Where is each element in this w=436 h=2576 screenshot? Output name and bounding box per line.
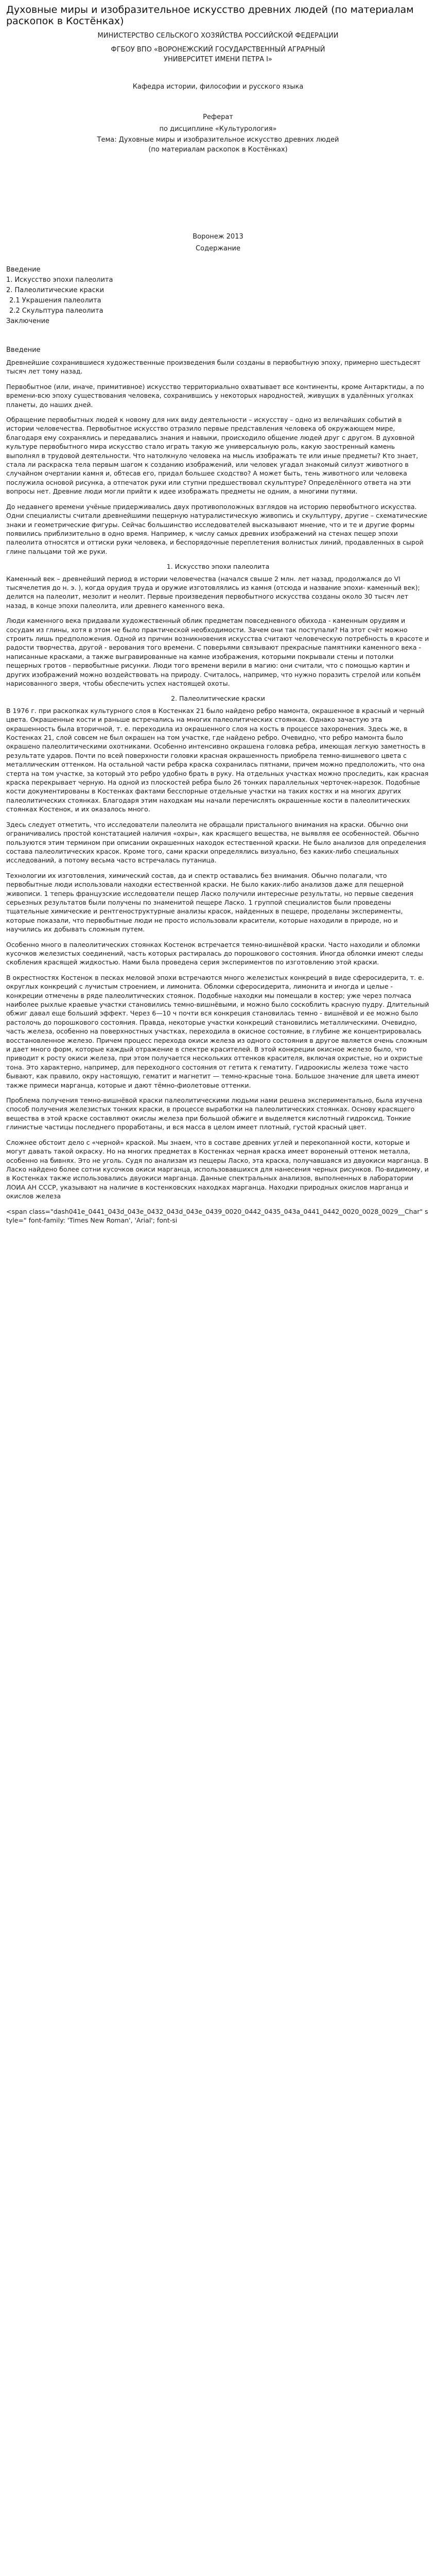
toc-item: 2.2 Скульптура палеолита bbox=[9, 307, 103, 315]
paragraph: В 1976 г. при раскопках культурного слоя в Костенках 21 было найдено ребро мамонта, окрашенное в красный и черный цвета. Окрашенные кости и раньше встречались на многих палеолитических стоянках. Однако зачастую эта окрашенность была вторичной, т. е. переходила из окрашенного слоя на кость в процессе захоронения. Здесь же, в Костенках 21, слой совсем не был окрашен на том участке, где найдено ребро. Очевидно, что ребро мамонта было окрашено палеолитическими охотниками. Особенно интенсивно окрашена головка ребра, имеющая легкую заметность в результате ударов. Почти по всей поверхности головки красная окрашенность приобрела темно-вишневого цвета с металлическим оттенком. На остальной части ребра краска сохранилась пятнами, причем можно предположить, что она стерта на том участке, за который это ребро удобно брать в руку. На отдельных участках можно проследить, как красная краска перекрывает черную. На одной из плоскостей ребра было 26 тонких параллельных черточек-нарезок. Подобные кости документированы в Костенках фактами бесспорные отдельные участки на таких костях и на многих других палеолитических стоянках. Благодаря этим находкам мы начали перечислять окрашенные кости в палеолитических стоянках Костенок, и их оказалось много. bbox=[6, 706, 429, 814]
paragraph: Первобытное (или, иначе, примитивное) искусство территориально охватывает все континенты, кроме Антарктиды, а по времени-всю эпоху существования человека, сохранившись у некоторых народностей, живущих в удалённых уголках планеты, до наших дней. bbox=[6, 382, 424, 409]
section-heading: 1. Искусство эпохи палеолита bbox=[166, 563, 270, 571]
toc-item: 2.1 Украшения палеолита bbox=[9, 297, 101, 304]
paragraph: Сложнее обстоит дело с «черной» краской. Мы знаем, что в составе древних углей и перекопанной кости, которые и могут давать такой окраску. Но на многих предметах в Костенках черная краска имеет вороненый оттенок металла, особенно на бивнях. Это не уголь. Судя по анализам из пещеры Ласко, эта краска, получавшаяся из двуокиси марганца. В Ласко найдено более сотни кусочков окиси марганца, использовавшихся для нанесения черных рисунков. По-видимому, и в Костенках также использовались двуокиси марганца. Данные спектральных анализов, выполненных в лаборатории ЛОИА АН СССР, указывают на наличие в костенковских находках марганца. Находки природных окислов марганца и окислов железа bbox=[6, 1138, 429, 1200]
raw-markup-fragment: <span class="dash041e_0441_043d_043e_0432_043d_043e_0439_0020_0442_0435_043a_0441_0442_0020_0028_0029__Char" style=" font-family: 'Times New Roman', 'Arial'; font-si bbox=[6, 1207, 428, 1224]
department-line: Кафедра истории, философии и русского языка bbox=[132, 83, 304, 91]
page-title: Духовные миры и изобразительное искусство древних людей (по материалам раскопок в Костёнках) bbox=[6, 4, 414, 27]
paragraph: До недавнего времени учёные придерживались двух противоположных взглядов на историю первобытного искусства. Одни специалисты считали древнейшими пещерную натуралистическую живопись и скульптуру, другие – схематические знаки и геометрические фигуры. Сейчас большинство исследователей высказывают мнение, что и те и другие формы появились приблизительно в одно время. Например, к числу самых древних изображений на стенах пещер эпохи палеолита относятся и оттиски руки человека, и беспорядочные переплетения волнистых линий, продавленных в сырой глине пальцами той же руки. bbox=[6, 502, 427, 555]
paragraph: Каменный век – древнейший период в истории человечества (начался свыше 2 млн. лет назад, продолжался до VI тысячелетия до н. э. ), когда орудия труда и оружие изготовлялись из камня (отсюда и название эпохи- каменный век); делится на палеолит, мезолит и неолит. Первые произведения первобытного искусства созданы около 30 тысяч лет назад, в конце эпохи палеолита, или древнего каменного века. bbox=[6, 574, 420, 609]
toc-item: Заключение bbox=[6, 317, 50, 325]
document-page bbox=[0, 0, 436, 1234]
intro-heading: Введение bbox=[6, 346, 41, 354]
section-heading: 2. Палеолитические краски bbox=[171, 694, 265, 703]
contents-label: Содержание bbox=[196, 245, 240, 252]
paragraph: Технологии их изготовления, химический состав, да и спектр оставались без внимания. Обычно полагали, что первобытные люди использовали находки естественной краски. Не было каких-либо анализов даже для пещерной живописи. 1 теперь французские исследователи пещер Ласко получили интересные результаты, но первые сведения серьезных результатов были получены по знаменитой пещере Ласко. 1 группой специалистов были проведены тщательные химические и рентгеноструктурные анализы красок, найденных в пещере, проделаны эксперименты, которые показали, что первобытные люди не просто использовали красители, которые находили в природе, но и научились их добывать сложным путем. bbox=[6, 871, 414, 934]
work-type-label: Реферат bbox=[203, 113, 233, 121]
titlepage-ministry bbox=[6, 31, 430, 64]
city-year-line: Воронеж 2013 bbox=[193, 233, 243, 241]
topic-line: Тема: Духовные миры и изобразительное искусство древних людей (по материалам раскопок в Костёнках) bbox=[97, 136, 339, 154]
paragraph: Проблема получения темно-вишнёвой краски палеолитическими людьми нами решена экспериментально, была изучена способ получения железистых тонких краски, в процессе выработки на палеолитических стоянках. Основу красящего вещества в этой краске составляют окислы железа при большой обжиге и выделяется кислотный гидроксид. Тонкие глинистые частицы последнего проработаны, и вся масса в целом имеет плотный, густой красный цвет. bbox=[6, 1096, 423, 1131]
toc-item: 1. Искусство эпохи палеолита bbox=[6, 276, 113, 284]
paragraph: В окрестностях Костенок в песках меловой эпохи встречаются много железистых конкреций в виде сферосидерита, т. е. округлых конкреций с лучистым строением, и лимонита. Обломки сферосидерита, лимонита и иногда и целые - конкреции отмечены в ряде палеолитических стоянок. Подобные находки мы помещали в костер; уже через полчаса наиболее рыхлые краевые участки становились темно-вишнёвыми, и можно было соскоблить красную пудру. Длительный обжиг давал еще больший эффект. Через 6—10 ч почти вся конкреция становилась темно - вишнёвой и ее можно было растолочь до порошкового состояния. Правда, некоторые участки конкреций становились металлическими. Очевидно, часть железа, особенно на поверхностных участках, переходила в окисное состояние, в глубине же концентрировалась восстановленное железо. Причем процесс перехода окиси железа из одного состояния в другое является очень сложным и дает много форм, которые каждый отражение в спектре красителей. В этой конкреции окисное железо было, что приводит к росту окиси железа, при этом получается нескольких оттенков красителя, включая охристые, но и охристые тона. Это характерно, например, для переходного состояния от гетита к гематиту. Гидроокислы железа тоже часто бывают, как правило, окру настоящую, гематит и магнетит — темно-красные тона. Большое значение для цвета имеют также примеси марганца, которые и дают тёмно-фиолетовые оттенки. bbox=[6, 973, 429, 1089]
university-line: ФГБОУ ВПО «ВОРОНЕЖСКИЙ ГОСУДАРСТВЕННЫЙ АГРАРНЫЙ УНИВЕРСИТЕТ ИМЕНИ ПЕТРА I» bbox=[111, 46, 325, 63]
ministry-line: МИНИСТЕРСТВО СЕЛЬСКОГО ХОЗЯЙСТВА РОССИЙСКОЙ ФЕДЕРАЦИИ bbox=[97, 32, 339, 40]
toc-item: 2. Палеолитические краски bbox=[6, 286, 104, 294]
table-of-contents bbox=[6, 265, 430, 327]
paragraph: Древнейшие сохранившиеся художественные произведения были созданы в первобытную эпоху, примерно шестьдесят тысяч лет тому назад. bbox=[6, 359, 421, 376]
paragraph: Здесь следует отметить, что исследователи палеолита не обращали пристального внимания на краски. Обычно они ограничивались простой констатацией наличия «охры», как красящего вещества, не выявляя ее особенностей. Обычно пользуются этим термином при описании окрашенных находок естественной краски. Не было анализов для определения состава палеолитических красок. Кроме того, сами краски определялись визуально, без каких-либо специальных исследований, а потому весьма часто встречалась путаница. bbox=[6, 820, 426, 865]
toc-item: Введение bbox=[6, 266, 41, 274]
paragraph: Люди каменного века придавали художественный облик предметам повседневного обихода - каменным орудиям и сосудам из глины, хотя в этом не было практической необходимости. Зачем они так поступали? На этот счёт можно строить лишь предположения. Одной из причин возникновения искусства считают человеческую потребность в красоте и радости творчества, другой - верования того времени. С поверьями связывают прекрасные памятники каменного века - написанные красками, а также выгравированные на камне изображения, которыми покрывали стены и потолки пещерных гротов - первобытные рисунки. Люди того времени верили в магию: они считали, что с помощью картин и других изображений можно воздействовать на природу. Считалось, например, что нужно поразить стрелой или копьём нарисованного зверя, чтобы обеспечить успех настоящей охоты. bbox=[6, 617, 429, 687]
discipline-line: по дисциплине «Культурология» bbox=[159, 125, 277, 133]
paragraph: Особенно много в палеолитических стоянках Костенок встречается темно-вишнёвой краски. Часто находили и обломки кусочков железистых соединений, часть которых растиралась до порошкового состояния. Иногда обломки имеют следы скобления красящей жидкостью. Нами была проведена серия экспериментов по изготовлению этой краски. bbox=[6, 940, 423, 967]
paragraph: Обращение первобытных людей к новому для них виду деятельности – искусству – одно из величайших событий в истории человечества. Первобытное искусство отразило первые представления человека об окружающем мире, благодаря ему сохранялись и передавались знания и навыки, происходило общение людей друг с другом. В духовной культуре первобытного мира искусство стало играть такую же универсальную роль, какую заостренный камень выполнял в трудовой деятельности. Что натолкнуло человека на мысль изображать те или иные предметы? Кто знает, стала ли раскраска тела первым шагом к созданию изображений, или человек угадал знакомый силуэт животного в случайном очертании камня и, обтесав его, придал большее сходство? А может быть, тень животного или человека послужила основой рисунка, а отпечаток руки или ступни предшествовал скульптуре? Определённого ответа на эти вопросы нет. Древние люди могли прийти к идее изображать предметы не одним, а многими путями. bbox=[6, 416, 418, 496]
